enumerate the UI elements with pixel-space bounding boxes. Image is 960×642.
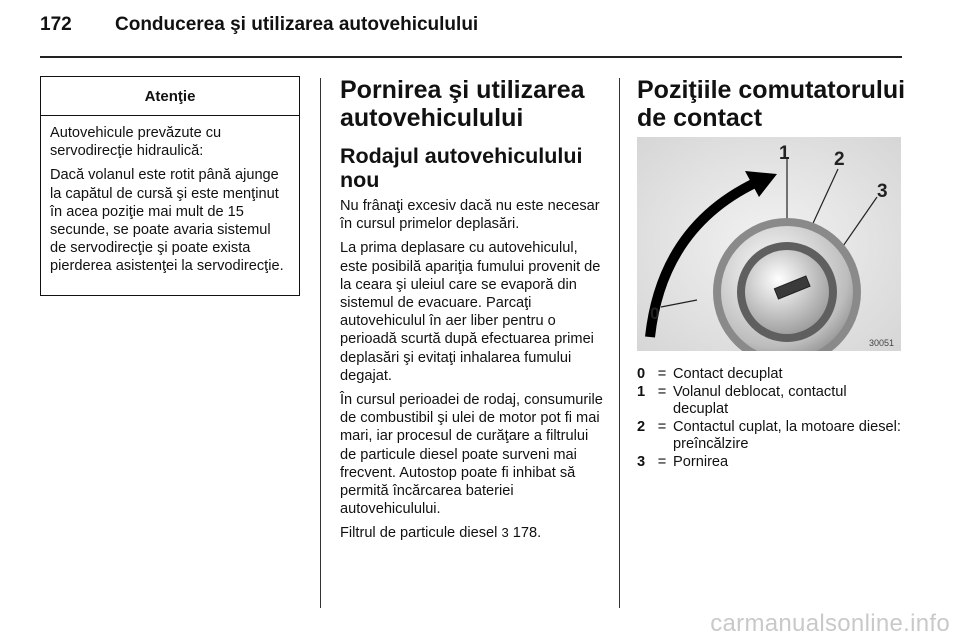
header-rule [40, 56, 902, 58]
xref-page[interactable]: 178. [512, 525, 542, 542]
ignition-switch-figure [637, 137, 901, 351]
xref-text: Filtrul de particule diesel [340, 525, 498, 542]
column-divider [320, 78, 321, 608]
legend-row: 1 = Volanul deblocat, contactul decuplat [637, 383, 847, 417]
figure-code: 30051 [869, 338, 895, 348]
legend-row: 2 = Contactul cuplat, la motoare diesel: preîncălzire [637, 418, 901, 452]
legend-row: 0 = Contact decuplat [637, 366, 783, 382]
column-divider [619, 78, 620, 608]
section-title: Pornirea şi utilizarea autovehiculului [340, 76, 585, 132]
section-paragraph: La prima deplasare cu autovehiculul, este posibilă apariţia fumului provenit de la ceara şi uleiul care se evaporă din sistemul de evacuare. Parcaţi autovehiculul în aer liber pentru o perioadă scurtă după efectuarea primei deplasări şi evitaţi inhalarea fumului degajat. [340, 240, 601, 384]
xref-arrow-icon: 3 [501, 525, 509, 541]
section-paragraph: Nu frânaţi excesiv dacă nu este necesar în cursul primelor deplasări. [340, 198, 600, 233]
section-subtitle: Rodajul autovehiculului nou [340, 144, 583, 192]
cross-reference[interactable] [340, 524, 606, 542]
section-paragraph: În cursul perioadei de rodaj, consumurile de combustibil şi ulei de motor pot fi mai mari, iar procesul de curăţare a filtrului de particule diesel poate surveni mai frecvent. Autostop poate fi inhibat să permită încărcarea bateriei autovehiculului. [340, 392, 603, 518]
ignition-column [637, 76, 907, 132]
ignition-title: Poziţiile comutatorului de contact [637, 76, 906, 132]
position-legend [637, 366, 901, 471]
warning-box [40, 76, 300, 296]
figure-label: 2 [834, 149, 845, 170]
section-column [340, 76, 606, 549]
page-header [40, 14, 478, 36]
figure-label: 1 [779, 143, 790, 164]
page-number: 172 [40, 14, 72, 35]
watermark: carmanualsonline.info [710, 610, 950, 637]
chapter-title: Conducerea şi utilizarea autovehiculului [115, 14, 479, 35]
warning-paragraph: Dacă volanul este rotit până ajunge la capătul de cursă şi este menţinut în acea poziţie mai mult de 15 secunde, se poate avaria sistemul de servodirecţie şi poate exista pierderea asistenţei la servodirecţie. [50, 167, 284, 275]
warning-paragraph: Autovehicule prevăzute cu servodirecţie hidraulică: [50, 125, 222, 160]
figure-label: 0 [650, 304, 660, 323]
legend-row: 3 = Pornirea [637, 453, 729, 470]
figure-label: 3 [877, 181, 888, 202]
warning-title: Atenţie [41, 77, 299, 116]
